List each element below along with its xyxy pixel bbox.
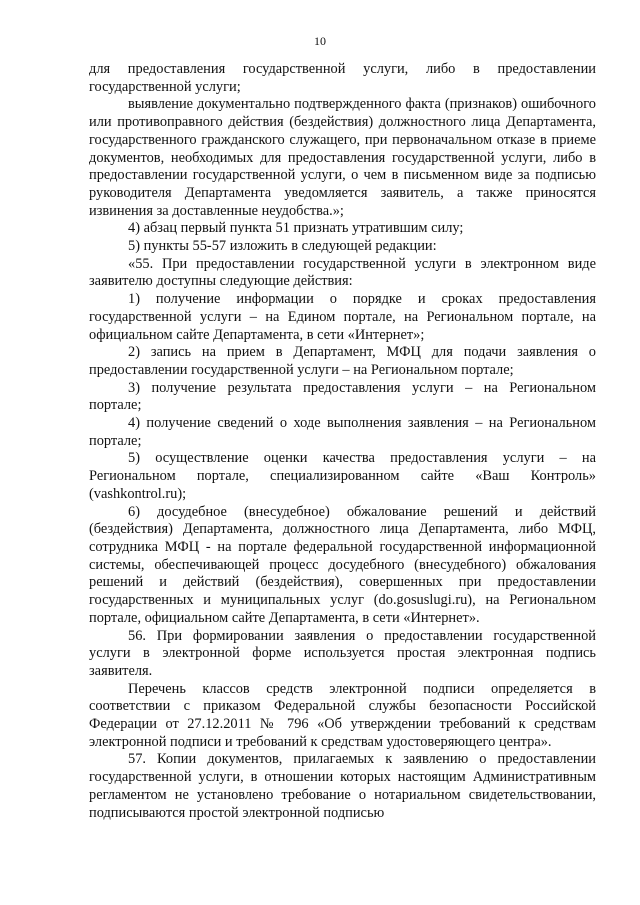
paragraph: 57. Копии документов, прилагаемых к заявлению о предоставлении государственной услуги, в отношении которых настоящим Административным регламентом не установлено требование о нотариальном свидетельствовании, подписываются простой электронной подписью (89, 751, 596, 821)
paragraph: «55. При предоставлении государственной услуги в электронном виде заявителю доступны следующие действия: (89, 255, 596, 290)
paragraph: выявление документально подтвержденного факта (признаков) ошибочного или противоправного действия (бездействия) должностного лица Департамента, государственного гражданского служащего, при первоначальном отказе в приеме документов, необходимых для предоставления государственной услуги, либо в предоставлении государственной услуги, о чем в письменном виде за подписью руководителя Департамента уведомляется заявитель, а также приносятся извинения за доставленные неудобства.»; (89, 96, 596, 219)
paragraph: для предоставления государственной услуги, либо в предоставлении государственной услуги; (89, 61, 596, 95)
page-number: 10 (314, 34, 326, 48)
list-item: 6) досудебное (внесудебное) обжалование решений и действий (бездействия) Департамента, должностного лица Департамента, либо МФЦ, сотрудника МФЦ - на портале федеральной государственной информационной системы, обеспечивающей процесс досудебного (внесудебного) обжалования решений и действий (бездействия), совершенных при предоставлении государственных и муниципальных услуг (do.gosuslugi.ru), на Региональном портале, официальном сайте Департамента, в сети «Интернет». (89, 503, 596, 626)
list-item: 1) получение информации о порядке и сроках предоставления государственной услуги – на Едином портале, на Региональном портале, на официальном сайте Департамента, в сети «Интернет»; (89, 291, 596, 343)
list-item: 2) запись на прием в Департамент, МФЦ для подачи заявления о предоставлении государственной услуги – на Региональном портале; (89, 344, 596, 378)
document-body (89, 61, 596, 822)
list-item: 5) осуществление оценки качества предоставления услуги – на Региональном портале, специализированном сайте «Ваш Контроль» (vashkontrol.ru); (89, 450, 596, 502)
paragraph: 4) абзац первый пункта 51 признать утратившим силу; (128, 220, 464, 237)
paragraph: 56. При формировании заявления о предоставлении государственной услуги в электронной форме используется простая электронная подпись заявителя. (89, 627, 596, 679)
paragraph: Перечень классов средств электронной подписи определяется в соответствии с приказом Федеральной службы безопасности Российской Федерации от 27.12.2011 № 796 «Об утверждении требований к средствам электронной подписи и требований к средствам удостоверяющего центра». (89, 680, 596, 750)
list-item: 4) получение сведений о ходе выполнения заявления – на Региональном портале; (89, 415, 596, 449)
list-item: 3) получение результата предоставления услуги – на Региональном портале; (89, 379, 596, 414)
paragraph: 5) пункты 55-57 изложить в следующей редакции: (128, 238, 437, 255)
